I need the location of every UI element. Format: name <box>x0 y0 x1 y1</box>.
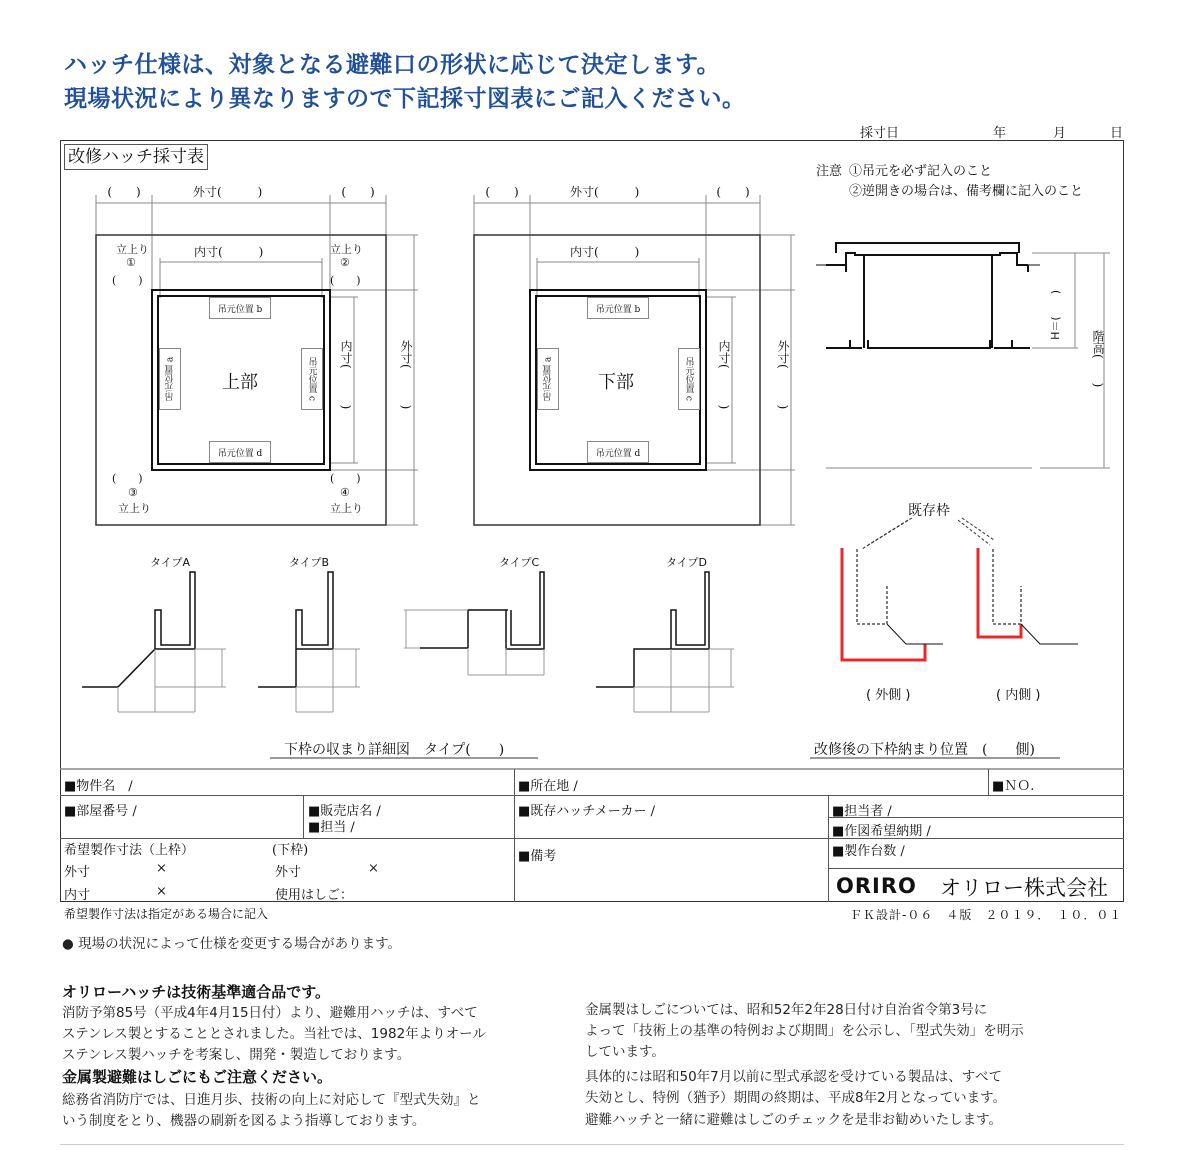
lower-hanger-a: 吊元位置 a <box>537 348 559 410</box>
existing-frame-outer: ( 外側 ) <box>866 688 911 703</box>
upper-riser-2-label: 立上り <box>330 243 363 256</box>
table-divider <box>828 795 829 902</box>
type-c-label: タイプC <box>499 556 540 569</box>
lower-inner-dim-vertical: 内寸( ) <box>717 340 731 410</box>
upper-inner-dim: 内寸( ) <box>194 245 264 259</box>
existing-frame-inner: ( 内側 ) <box>996 688 1041 703</box>
lower-outer-dim-vertical: 外寸( ) <box>776 340 790 410</box>
upper-inner-dim-vertical: 内寸( ) <box>339 340 353 410</box>
position-caption: 改修後の下枠納まり位置 ( 側) <box>814 742 1035 758</box>
lower-left-dim: ( ) <box>485 185 519 199</box>
ladder-label[interactable]: 使用はしご： <box>275 888 354 903</box>
table-divider <box>828 868 1124 869</box>
field-location[interactable]: ■所在地 / <box>518 779 578 794</box>
table-divider <box>988 769 989 795</box>
measure-date-day: 日 <box>1110 126 1124 141</box>
lower-outer-dim: 外寸( ) <box>570 185 640 199</box>
headline-line-1: ハッチ仕様は、対象となる避難口の形状に応じて決定します。 <box>64 52 721 78</box>
note-1: ①吊元を必ず記入のこと <box>849 164 993 179</box>
left-para-2-line-1: 総務省消防庁では、日進月歩、技術の向上に対応して『型式失効』と <box>62 1092 481 1108</box>
upper-hanger-d: 吊元位置 d <box>209 441 271 463</box>
upper-riser-4-number: ④ <box>340 486 350 499</box>
upper-outer-times[interactable]: × <box>156 861 167 876</box>
detail-caption: 下枠の収まり詳細図 タイプ( ) <box>284 742 505 758</box>
field-person-in-charge[interactable]: ■担当者 / <box>832 804 892 819</box>
field-dealer[interactable]: ■販売店名 / <box>308 804 381 819</box>
desired-size-lower-label: (下枠) <box>272 843 309 858</box>
upper-riser-3-label: 立上り <box>118 502 151 515</box>
field-existing-maker[interactable]: ■既存ハッチメーカー / <box>518 804 656 819</box>
upper-riser-3-value: ( ) <box>112 472 143 485</box>
field-drawing-due[interactable]: ■作図希望納期 / <box>832 824 931 839</box>
lower-inner-dim: 内寸( ) <box>570 245 640 259</box>
type-b-label: タイプB <box>289 556 329 569</box>
upper-riser-2-value: ( ) <box>330 274 361 287</box>
note-prefix: 注意 <box>816 164 843 179</box>
upper-outer-dim-vertical: 外寸( ) <box>399 340 413 410</box>
headline-line-2: 現場状況により異なりますので下記採寸図表にご記入ください。 <box>64 86 746 112</box>
right-para-line-4: 具体的には昭和50年7月以前に型式承認を受けている製品は、すべて <box>585 1069 1002 1085</box>
notice-text: ● 現場の状況によって仕様を変更する場合があります。 <box>62 936 401 952</box>
upper-inner-times[interactable]: × <box>156 884 167 899</box>
upper-inner-label: 内寸 <box>64 888 91 903</box>
section-h-label: H＝( ) <box>1049 290 1062 340</box>
upper-outer-dim: 外寸( ) <box>193 185 263 199</box>
lower-hanger-b: 吊元位置 b <box>587 297 649 319</box>
bottom-divider <box>60 1144 1124 1145</box>
upper-hanger-a: 吊元位置 a <box>159 348 181 410</box>
upper-outer-label: 外寸 <box>64 865 91 880</box>
upper-hanger-b: 吊元位置 b <box>209 297 271 319</box>
left-para-1-line-2: ステンレス製とすることとされました。当社では、1982年よりオール <box>62 1026 486 1042</box>
upper-riser-4-value: ( ) <box>330 472 361 485</box>
field-remarks[interactable]: ■備考 <box>518 849 557 864</box>
table-divider <box>60 795 1124 796</box>
table-divider <box>303 795 304 838</box>
right-para-line-6: 避難ハッチと一緒に避難はしごのチェックを是非お勧めいたします。 <box>585 1112 1003 1128</box>
left-para-1-line-1: 消防予第85号（平成4年4月15日付）より、避難用ハッチは、すべて <box>62 1005 478 1021</box>
field-property-name[interactable]: ■物件名 / <box>64 779 133 794</box>
left-para-2-line-2: いう制度をとり、機器の刷新を図るよう指導しております。 <box>62 1113 426 1129</box>
upper-riser-1-label: 立上り <box>116 243 149 256</box>
right-para-line-2: よって「技術上の基準の特例および期間」を公示し、「型式失効」を明示 <box>585 1023 1024 1039</box>
lower-right-dim: ( ) <box>716 185 750 199</box>
type-d-label: タイプD <box>666 556 707 569</box>
measure-date-label: 採寸日 <box>860 126 900 141</box>
company-logo: ORIRO <box>836 874 917 898</box>
field-room-number[interactable]: ■部屋番号 / <box>64 804 137 819</box>
measure-date-year: 年 <box>993 126 1007 141</box>
field-number[interactable]: ■ＮＯ. <box>992 779 1035 794</box>
lower-center-label: 下部 <box>598 372 634 393</box>
upper-riser-3-number: ③ <box>128 486 138 499</box>
right-para-line-5: 失効とし、特例（猶予）期間の終期は、平成8年2月となっています。 <box>585 1090 1007 1106</box>
upper-riser-4-label: 立上り <box>330 502 363 515</box>
note-2: ②逆開きの場合は、備考欄に記入のこと <box>849 184 1084 199</box>
field-dealer-contact[interactable]: ■担当 / <box>308 820 355 835</box>
type-a-label: タイプA <box>150 556 190 569</box>
left-para-1-line-3: ステンレス製ハッチを考案し、開発・製造しております。 <box>62 1047 411 1063</box>
sheet-title: 改修ハッチ採寸表 <box>64 144 208 170</box>
left-heading-1: オリローハッチは技術基準適合品です。 <box>62 983 331 1001</box>
measure-date-month: 月 <box>1053 126 1067 141</box>
upper-left-riser-dim: ( ) <box>107 185 141 199</box>
table-divider <box>514 769 515 902</box>
existing-frame-label: 既存枠 <box>908 503 950 519</box>
footnote: 希望製作寸法は指定がある場合に記入 <box>64 907 269 921</box>
right-para-line-1: 金属製はしごについては、昭和52年2年28日付け自治省令第3号に <box>585 1002 988 1018</box>
lower-hanger-d: 吊元位置 d <box>587 441 649 463</box>
table-divider <box>60 838 1124 839</box>
left-heading-2: 金属製避難はしごにもご注意ください。 <box>62 1068 333 1086</box>
lower-hanger-c: 吊元位置 c <box>678 348 700 410</box>
upper-center-label: 上部 <box>222 372 258 393</box>
right-para-line-3: しています。 <box>585 1044 665 1060</box>
company-name: オリロー株式会社 <box>940 876 1108 900</box>
desired-size-upper-label: 希望製作寸法（上枠） <box>64 843 195 858</box>
lower-outer-times[interactable]: × <box>368 861 379 876</box>
document-code: ＦＫ設計-０６ ４版 ２０１９． １０．０１ <box>850 908 1123 922</box>
field-quantity[interactable]: ■製作台数 / <box>832 844 905 859</box>
lower-outer-label: 外寸 <box>275 865 302 880</box>
upper-right-riser-dim: ( ) <box>341 185 375 199</box>
upper-hanger-c: 吊元位置 c <box>301 348 323 410</box>
upper-riser-1-number: ① <box>126 256 136 269</box>
upper-riser-2-number: ② <box>340 256 350 269</box>
section-floor-height: 階高( ) <box>1091 330 1105 388</box>
upper-riser-1-value: ( ) <box>112 274 143 287</box>
